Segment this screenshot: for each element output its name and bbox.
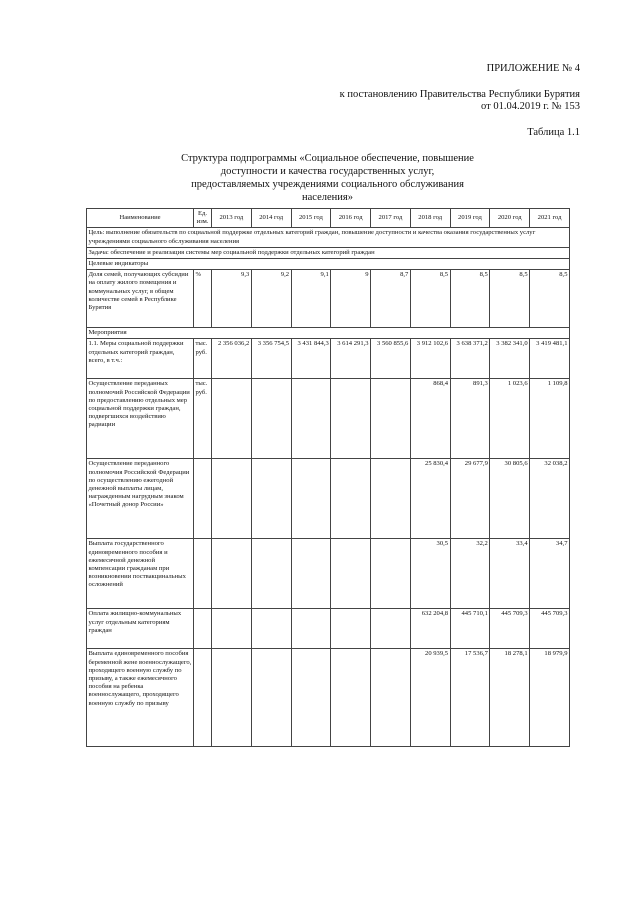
column-header: Ед. изм. xyxy=(194,209,212,228)
value-cell: 3 638 371,2 xyxy=(450,339,490,379)
value-cell: 445 709,3 xyxy=(490,609,530,649)
value-cell xyxy=(212,379,252,459)
value-cell: 17 536,7 xyxy=(450,649,490,747)
value-cell: 29 677,9 xyxy=(450,459,490,539)
value-cell: 2 356 036,2 xyxy=(212,339,252,379)
value-cell xyxy=(251,609,291,649)
value-cell: 9,1 xyxy=(291,270,331,328)
value-cell: 1 023,6 xyxy=(490,379,530,459)
decree-reference-line2: от 01.04.2019 г. № 153 xyxy=(481,101,580,112)
document-title-line: предоставляемых учреждениями социального обслуживания xyxy=(191,179,464,190)
measure-row xyxy=(87,609,570,649)
value-cell: 445 709,3 xyxy=(530,609,570,649)
column-header: 2021 год xyxy=(530,209,570,228)
row-unit xyxy=(194,649,212,747)
column-header: 2015 год xyxy=(291,209,331,228)
table-header-row xyxy=(87,209,570,228)
subprogram-structure-table xyxy=(86,208,570,747)
value-cell xyxy=(371,649,411,747)
measures-section-title: Мероприятия xyxy=(87,328,570,339)
value-cell: 1 109,8 xyxy=(530,379,570,459)
row-unit xyxy=(194,539,212,609)
measure-row xyxy=(87,339,570,379)
value-cell: 8,5 xyxy=(410,270,450,328)
column-header: 2020 год xyxy=(490,209,530,228)
value-cell xyxy=(251,539,291,609)
column-header: Наименование xyxy=(87,209,194,228)
value-cell: 891,3 xyxy=(450,379,490,459)
value-cell: 34,7 xyxy=(530,539,570,609)
appendix-label: ПРИЛОЖЕНИЕ № 4 xyxy=(486,63,580,74)
value-cell: 9,3 xyxy=(212,270,252,328)
measure-row xyxy=(87,379,570,459)
decree-reference-line1: к постановлению Правительства Республики Бурятия xyxy=(339,89,580,100)
value-cell: 8,5 xyxy=(530,270,570,328)
value-cell: 632 204,8 xyxy=(410,609,450,649)
value-cell: 25 830,4 xyxy=(410,459,450,539)
indicator-row xyxy=(87,270,570,328)
value-cell: 8,7 xyxy=(371,270,411,328)
value-cell xyxy=(251,649,291,747)
value-cell: 30,5 xyxy=(410,539,450,609)
value-cell: 33,4 xyxy=(490,539,530,609)
value-cell xyxy=(291,649,331,747)
column-header: 2019 год xyxy=(450,209,490,228)
value-cell xyxy=(331,459,371,539)
value-cell xyxy=(371,539,411,609)
goal-text: Цель: выполнение обязательств по социальной поддержке отдельных категорий граждан, повышение доступности и качества оказания государственных услуг учреждениями социального обслуживания населения xyxy=(87,228,570,247)
row-unit xyxy=(194,459,212,539)
task-row xyxy=(87,247,570,258)
value-cell xyxy=(212,609,252,649)
value-cell xyxy=(212,459,252,539)
row-name: Оплата жилищно-коммунальных услуг отдельным категориям граждан xyxy=(87,609,194,649)
column-header: 2014 год xyxy=(251,209,291,228)
value-cell: 32 038,2 xyxy=(530,459,570,539)
row-name: Осуществление переданного полномочия Российской Федерации по осуществлению ежегодной денежной выплаты лицам, награжденным нагрудным знаком «Почетный донор России» xyxy=(87,459,194,539)
value-cell xyxy=(291,459,331,539)
value-cell: 868,4 xyxy=(410,379,450,459)
section-row xyxy=(87,259,570,270)
value-cell xyxy=(291,609,331,649)
document-title-line: населения» xyxy=(302,192,353,203)
goal-row xyxy=(87,228,570,247)
task-text: Задача: обеспечение и реализация системы мер социальной поддержки отдельных категорий граждан xyxy=(87,247,570,258)
document-title-line: доступности и качества государственных услуг, xyxy=(220,166,435,177)
value-cell: 32,2 xyxy=(450,539,490,609)
value-cell xyxy=(251,459,291,539)
value-cell: 3 356 754,5 xyxy=(251,339,291,379)
value-cell: 18 979,9 xyxy=(530,649,570,747)
value-cell: 3 382 341,0 xyxy=(490,339,530,379)
value-cell xyxy=(331,379,371,459)
value-cell: 445 710,1 xyxy=(450,609,490,649)
column-header: 2016 год xyxy=(331,209,371,228)
value-cell xyxy=(251,379,291,459)
indicators-section-title: Целевые индикаторы xyxy=(87,259,570,270)
value-cell: 20 939,5 xyxy=(410,649,450,747)
value-cell: 8,5 xyxy=(490,270,530,328)
row-name: 1.1. Меры социальной поддержки отдельных категорий граждан, всего, в т.ч.: xyxy=(87,339,194,379)
row-name: Доля семей, получающих субсидии на оплату жилого помещения и коммунальных услуг, в общем количестве семей в Республике Бурятия xyxy=(87,270,194,328)
row-name: Выплата государственного единовременного пособия и ежемесячной денежной компенсации гражданам при возникновении поствакцинальных осложнений xyxy=(87,539,194,609)
measure-row xyxy=(87,459,570,539)
value-cell xyxy=(371,459,411,539)
value-cell: 8,5 xyxy=(450,270,490,328)
row-unit: тыс. руб. xyxy=(194,379,212,459)
row-unit: тыс. руб. xyxy=(194,339,212,379)
value-cell: 9 xyxy=(331,270,371,328)
value-cell xyxy=(212,649,252,747)
value-cell xyxy=(291,379,331,459)
document-title-line: Структура подпрограммы «Социальное обеспечение, повышение xyxy=(181,153,474,164)
row-unit xyxy=(194,609,212,649)
section-row xyxy=(87,328,570,339)
value-cell: 3 614 291,3 xyxy=(331,339,371,379)
value-cell xyxy=(331,609,371,649)
row-name: Осуществление переданных полномочий Российской Федерации по предоставлению отдельных мер социальной поддержки граждан, подвергшихся воздействию радиации xyxy=(87,379,194,459)
row-name: Выплата единовременного пособия беременной жене военнослужащего, проходящего военную службу по призыву, а также ежемесячного пособия на ребенка военнослужащего, проходящего военную службу по призыву xyxy=(87,649,194,747)
value-cell: 3 419 481,1 xyxy=(530,339,570,379)
column-header: 2013 год xyxy=(212,209,252,228)
measure-row xyxy=(87,539,570,609)
value-cell xyxy=(371,609,411,649)
row-unit: % xyxy=(194,270,212,328)
value-cell: 3 560 855,6 xyxy=(371,339,411,379)
value-cell: 18 278,1 xyxy=(490,649,530,747)
value-cell: 30 805,6 xyxy=(490,459,530,539)
table-number: Таблица 1.1 xyxy=(527,127,580,138)
value-cell xyxy=(212,539,252,609)
column-header: 2017 год xyxy=(371,209,411,228)
value-cell: 3 431 844,3 xyxy=(291,339,331,379)
value-cell xyxy=(331,649,371,747)
value-cell xyxy=(291,539,331,609)
value-cell xyxy=(331,539,371,609)
value-cell xyxy=(371,379,411,459)
measure-row xyxy=(87,649,570,747)
column-header: 2018 год xyxy=(410,209,450,228)
value-cell: 9,2 xyxy=(251,270,291,328)
value-cell: 3 912 102,6 xyxy=(410,339,450,379)
